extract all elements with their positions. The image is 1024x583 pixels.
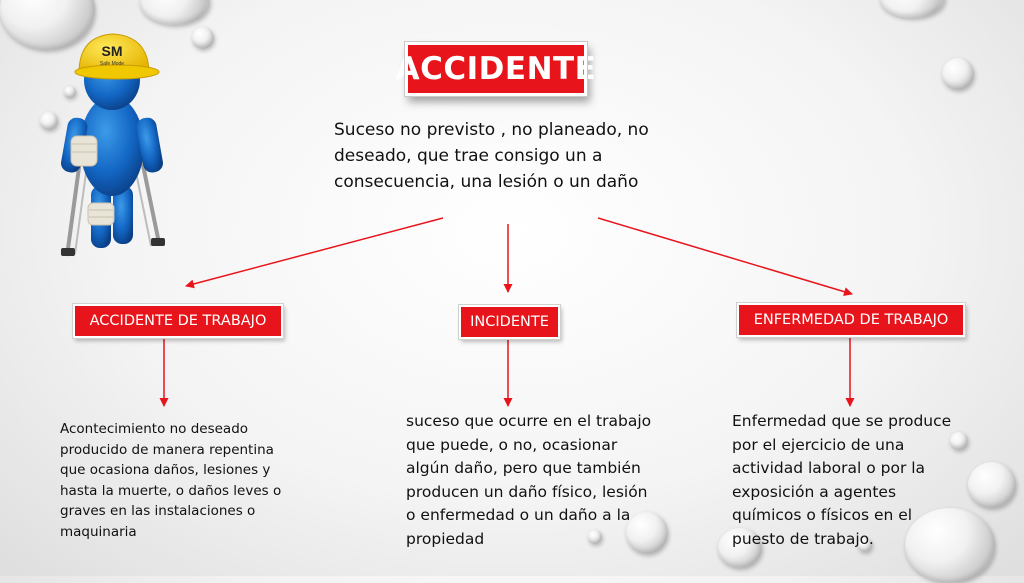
description-incidente: suceso que ocurre en el trabajo que puede, o no, ocasionar algún daño, pero que también producen un daño físico, lesión o enfermedad o un daño a la propiedad [406, 412, 652, 548]
helmet-logo-subtext: Safe Mode [99, 61, 125, 67]
category-enfermedad-de-trabajo: ENFERMEDAD DE TRABAJO [737, 303, 965, 337]
category-incidente: INCIDENTE [459, 305, 560, 339]
category-accidente-de-trabajo: ACCIDENTE DE TRABAJO [73, 304, 283, 338]
description-enfermedad-de-trabajo: Enfermedad que se produce por el ejercicio de una actividad laboral o por la exposición a agentes químicos o físicos en el puesto de trabajo. [732, 412, 952, 548]
description-accidente-de-trabajo: Acontecimiento no deseado producido de manera repentina que ocasiona daños, lesiones y hasta la muerte, o daños leves o graves en las instalaciones o maquinaria [60, 421, 282, 540]
helmet-logo-text: SM [101, 43, 123, 59]
page-title: ACCIDENTE [405, 42, 587, 96]
arrow-to-accidente-de-trabajo [186, 218, 443, 286]
definition-text: Suceso no previsto , no planeado, no deseado, que trae consigo un a consecuencia, una lesión o un daño [334, 120, 649, 192]
arrow-to-enfermedad-de-trabajo [598, 218, 852, 294]
